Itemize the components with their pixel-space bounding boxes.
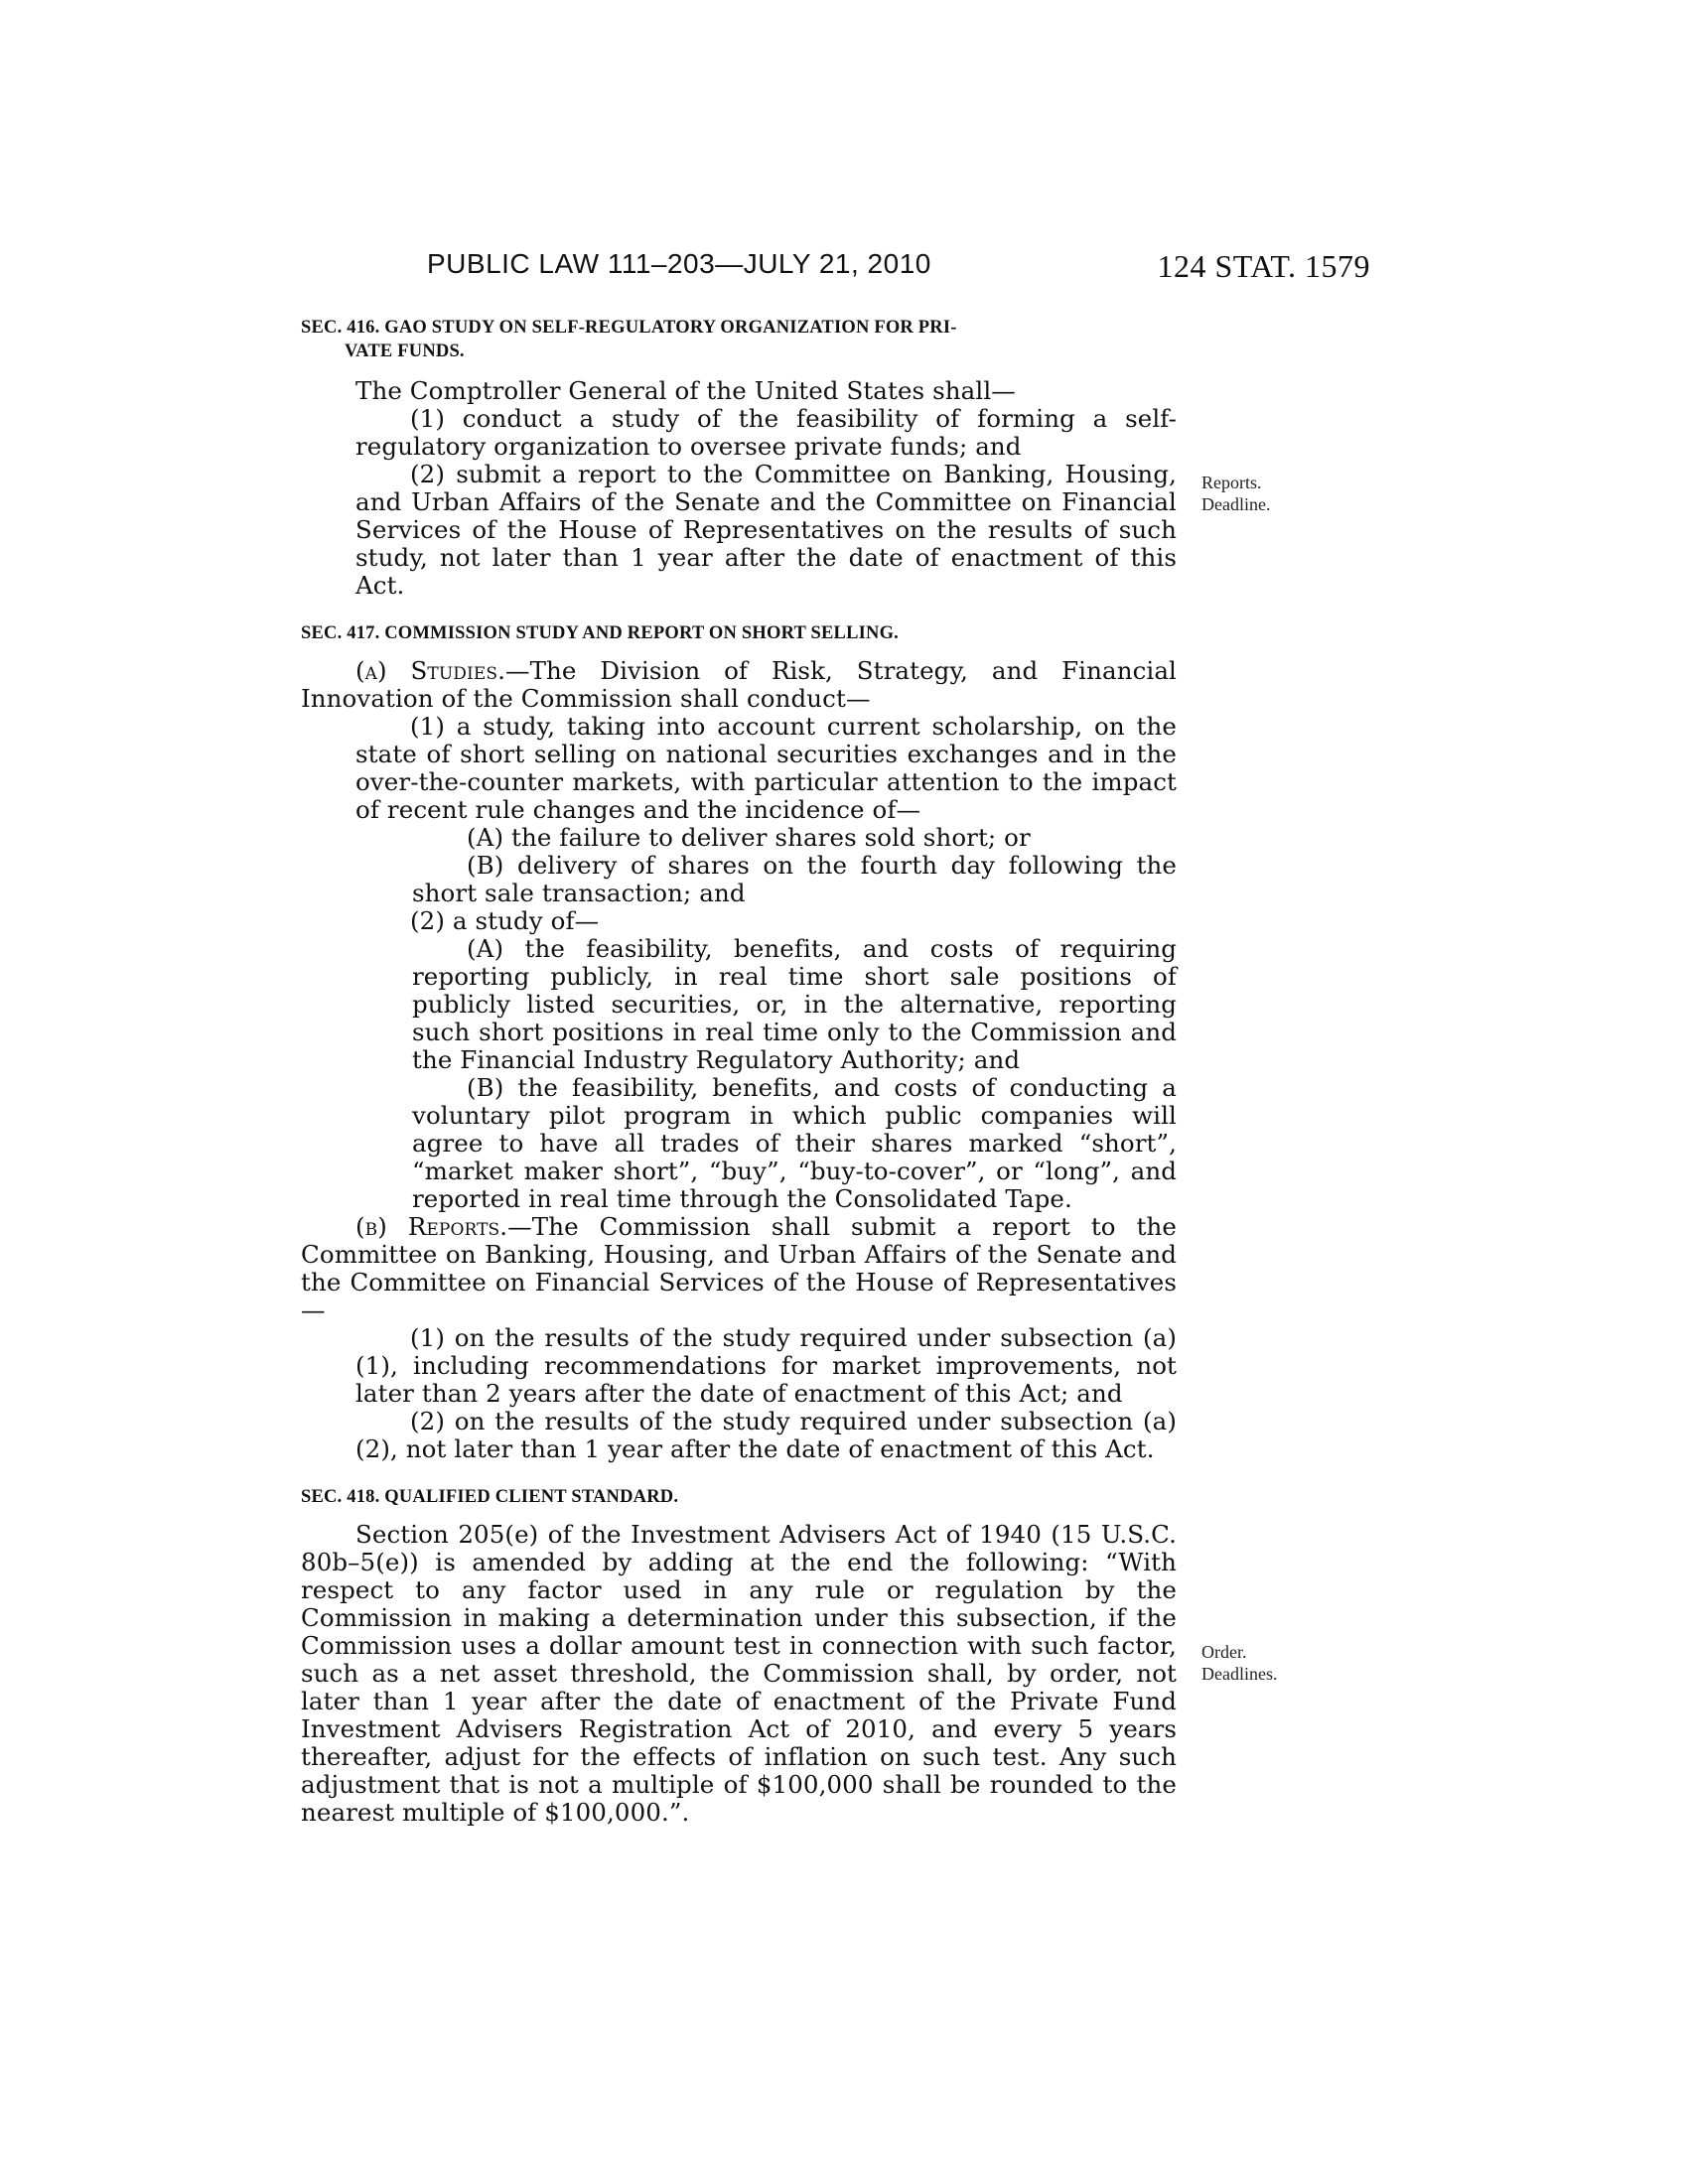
subsection-b-text: —The Commission shall submit a report to the Committee on Banking, Housing, and Urban Affairs of the Senate and the Committee on Financial Services of the House of Representatives— xyxy=(301,1212,1178,1324)
section-417-heading: SEC. 417. COMMISSION STUDY AND REPORT ON SHORT SELLING. xyxy=(301,623,899,643)
margin-note-line: Order. xyxy=(1201,1642,1247,1662)
section-418-heading: SEC. 418. QUALIFIED CLIENT STANDARD. xyxy=(301,1487,679,1507)
running-head: PUBLIC LAW 111–203—JULY 21, 2010 xyxy=(427,248,931,279)
paragraph: (2) a study of— xyxy=(410,906,600,935)
subparagraph: (A) the feasibility, benefits, and costs of requiring reporting publicly, in real time short sale positions of publicly listed securities, or, in the alternative, reporting such short positions in real time only to the Commission and the Financial Industry Regulatory Authority; and xyxy=(412,934,1177,1074)
heading-line-continued: VATE FUNDS. xyxy=(345,341,465,361)
subsection-b xyxy=(301,1213,1177,1324)
paragraph: (1) conduct a study of the feasibility of forming a self-regulatory organization to oversee private funds; and xyxy=(355,404,1177,461)
document-body xyxy=(301,316,1177,1827)
section-416-heading xyxy=(301,316,1177,363)
paragraph: (1) a study, taking into account current scholarship, on the state of short selling on national securities exchanges and in the over-the-counter markets, with particular attention to the impact of recent rule changes and the incidence of— xyxy=(355,712,1177,824)
margin-note-line: Deadlines. xyxy=(1201,1664,1278,1684)
statute-page-number: 124 STAT. 1579 xyxy=(1157,248,1370,284)
margin-note-line: Reports. xyxy=(1201,473,1262,492)
subparagraph: (B) delivery of shares on the fourth day following the short sale transaction; and xyxy=(412,851,1177,907)
paragraph: (1) on the results of the study required under subsection (a)(1), including recommendations for market improvements, not later than 2 years after the date of enactment of this Act; and xyxy=(355,1323,1177,1408)
paragraph: (2) submit a report to the Committee on Banking, Housing, and Urban Affairs of the Senate and the Committee on Financial Services of the House of Representatives on the results of such study, not later than 1 year after the date of enactment of this Act. xyxy=(355,460,1177,600)
margin-note-order xyxy=(1201,1641,1277,1685)
margin-note-line: Deadline. xyxy=(1201,494,1271,514)
subsection-a-text: —The Division of Risk, Strategy, and Financial Innovation of the Commission shall conduct— xyxy=(301,656,1177,713)
subsection-a xyxy=(301,657,1177,713)
page-header xyxy=(427,248,1370,288)
subparagraph: (B) the feasibility, benefits, and costs of conducting a voluntary pilot program in which public companies will agree to have all trades of their shares marked “short”, “market maker short”, “buy”, “buy-to-cover”, or “long”, and reported in real time through the Consolidated Tape. xyxy=(412,1073,1177,1213)
section-416-intro: The Comptroller General of the United States shall— xyxy=(355,376,1016,405)
section-418-text: Section 205(e) of the Investment Advisers Act of 1940 (15 U.S.C. 80b–5(e)) is amended by adding at the end the following: “With respect to any factor used in any rule or regulation by the Commission in making a determination under this subsection, if the Commission uses a dollar amount test in connection with such factor, such as a net asset threshold, the Commission shall, by order, not later than 1 year after the date of enactment of the Private Fund Investment Advisers Registration Act of 2010, and every 5 years thereafter, adjust for the effects of inflation on such test. Any such adjustment that is not a multiple of $100,000 shall be rounded to the nearest multiple of $100,000.”. xyxy=(301,1520,1177,1827)
paragraph: (2) on the results of the study required under subsection (a)(2), not later than 1 year after the date of enactment of this Act. xyxy=(355,1407,1177,1463)
heading-line: SEC. 416. GAO STUDY ON SELF-REGULATORY ORGANIZATION FOR PRI- xyxy=(301,318,957,338)
subparagraph: (A) the failure to deliver shares sold short; or xyxy=(467,823,1031,852)
subsection-a-label: (a) Studies. xyxy=(355,656,505,685)
margin-note-reports xyxy=(1201,472,1270,515)
subsection-b-label: (b) Reports. xyxy=(355,1212,508,1241)
